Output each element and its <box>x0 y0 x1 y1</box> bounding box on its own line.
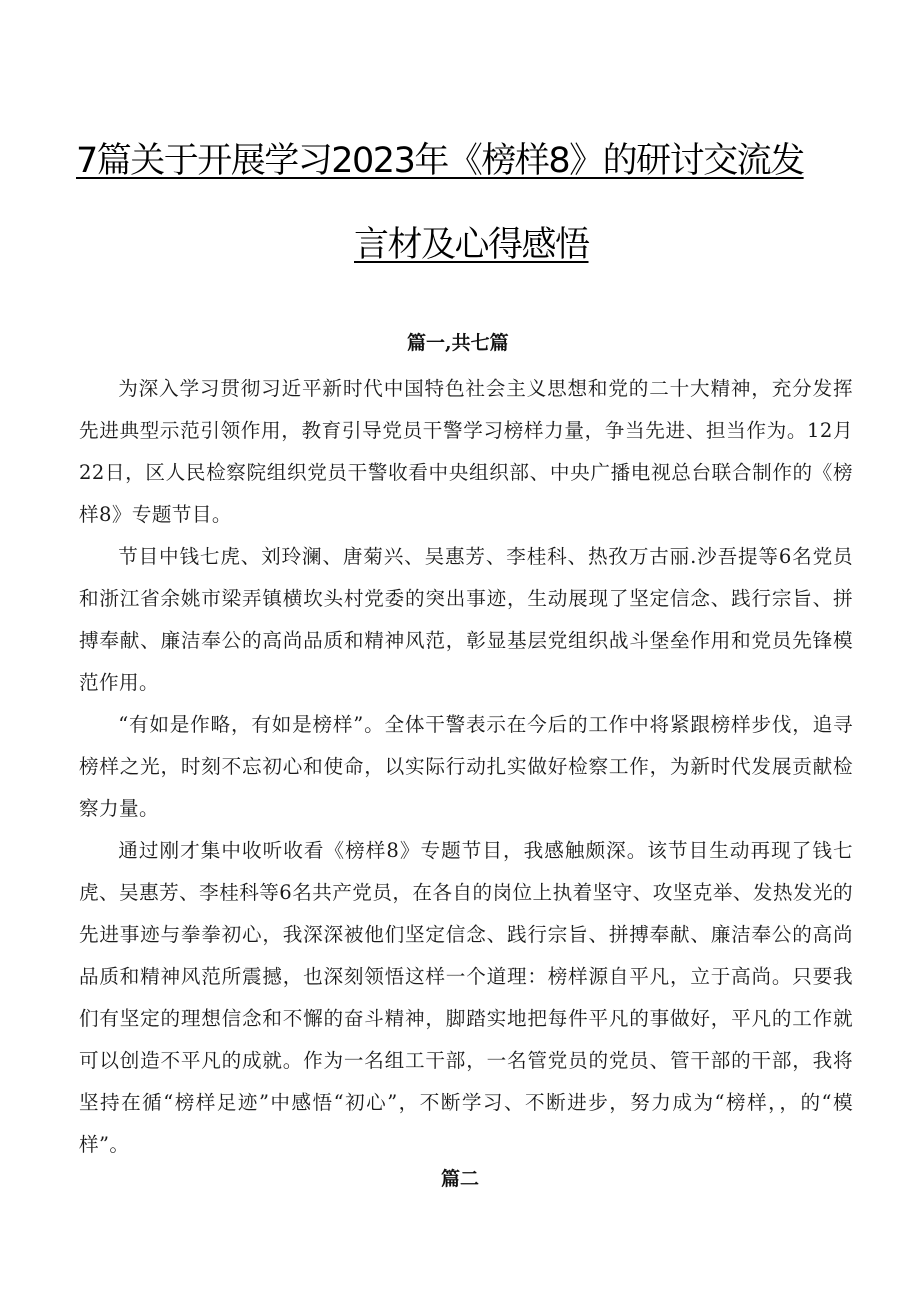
section-heading-2: 篇二 <box>441 1168 480 1190</box>
section-heading-1: 篇一,共七篇 <box>407 332 509 354</box>
paragraph: “有如是作略，有如是榜样”。全体干警表示在今后的工作中将紧跟榜样步伐，追寻榜样之光，时刻不忘初心和使命，以实际行动扎实做好检察工作，为新时代发展贡献检察力量。 <box>79 713 853 820</box>
paragraph: 节目中钱七虎、刘玲澜、唐菊兴、吴惠芳、李桂科、热孜万古丽.沙吾提等6名党员和浙江省余姚市梁弄镇横坎头村党委的突出事迹，生动展现了坚定信念、践行宗旨、拼搏奉献、廉洁奉公的高尚品质和精神风范，彰显基层党组织战斗堡垒作用和党员先锋模范作用。 <box>79 545 853 694</box>
paragraph: 通过刚才集中收听收看《榜样8》专题节目，我感触颇深。该节目生动再现了钱七虎、吴惠芳、李桂科等6名共产党员，在各自的岗位上执着坚守、攻坚克举、发热发光的先进事迹与拳拳初心，我深深被他们坚定信念、践行宗旨、拼搏奉献、廉洁奉公的高尚品质和精神风范所震撼，也深刻领悟这样一个道理：榜样源自平凡，立于高尚。只要我们有坚定的理想信念和不懈的奋斗精神，脚踏实地把每件平凡的事做好，平凡的工作就可以创造不平凡的成就。作为一名组工干部，一名管党员的党员、管干部的干部，我将坚持在循“榜样足迹”中感悟“初心”，不断学习、不断进步，努力成为“榜样，，的“模样”。 <box>79 839 853 1156</box>
body-text <box>79 368 853 1166</box>
document-title-line-1: 7篇关于开展学习2023年《榜样8》的研讨交流发 <box>76 141 804 181</box>
paragraph: 为深入学习贯彻习近平新时代中国特色社会主义思想和党的二十大精神，充分发挥先进典型示范引领作用，教育引导党员干警学习榜样力量，争当先进、担当作为。12月22日，区人民检察院组织党员干警收看中央组织部、中央广播电视总台联合制作的《榜样8》专题节目。 <box>79 377 853 526</box>
document-title-line-2: 言材及心得感悟 <box>354 225 589 265</box>
